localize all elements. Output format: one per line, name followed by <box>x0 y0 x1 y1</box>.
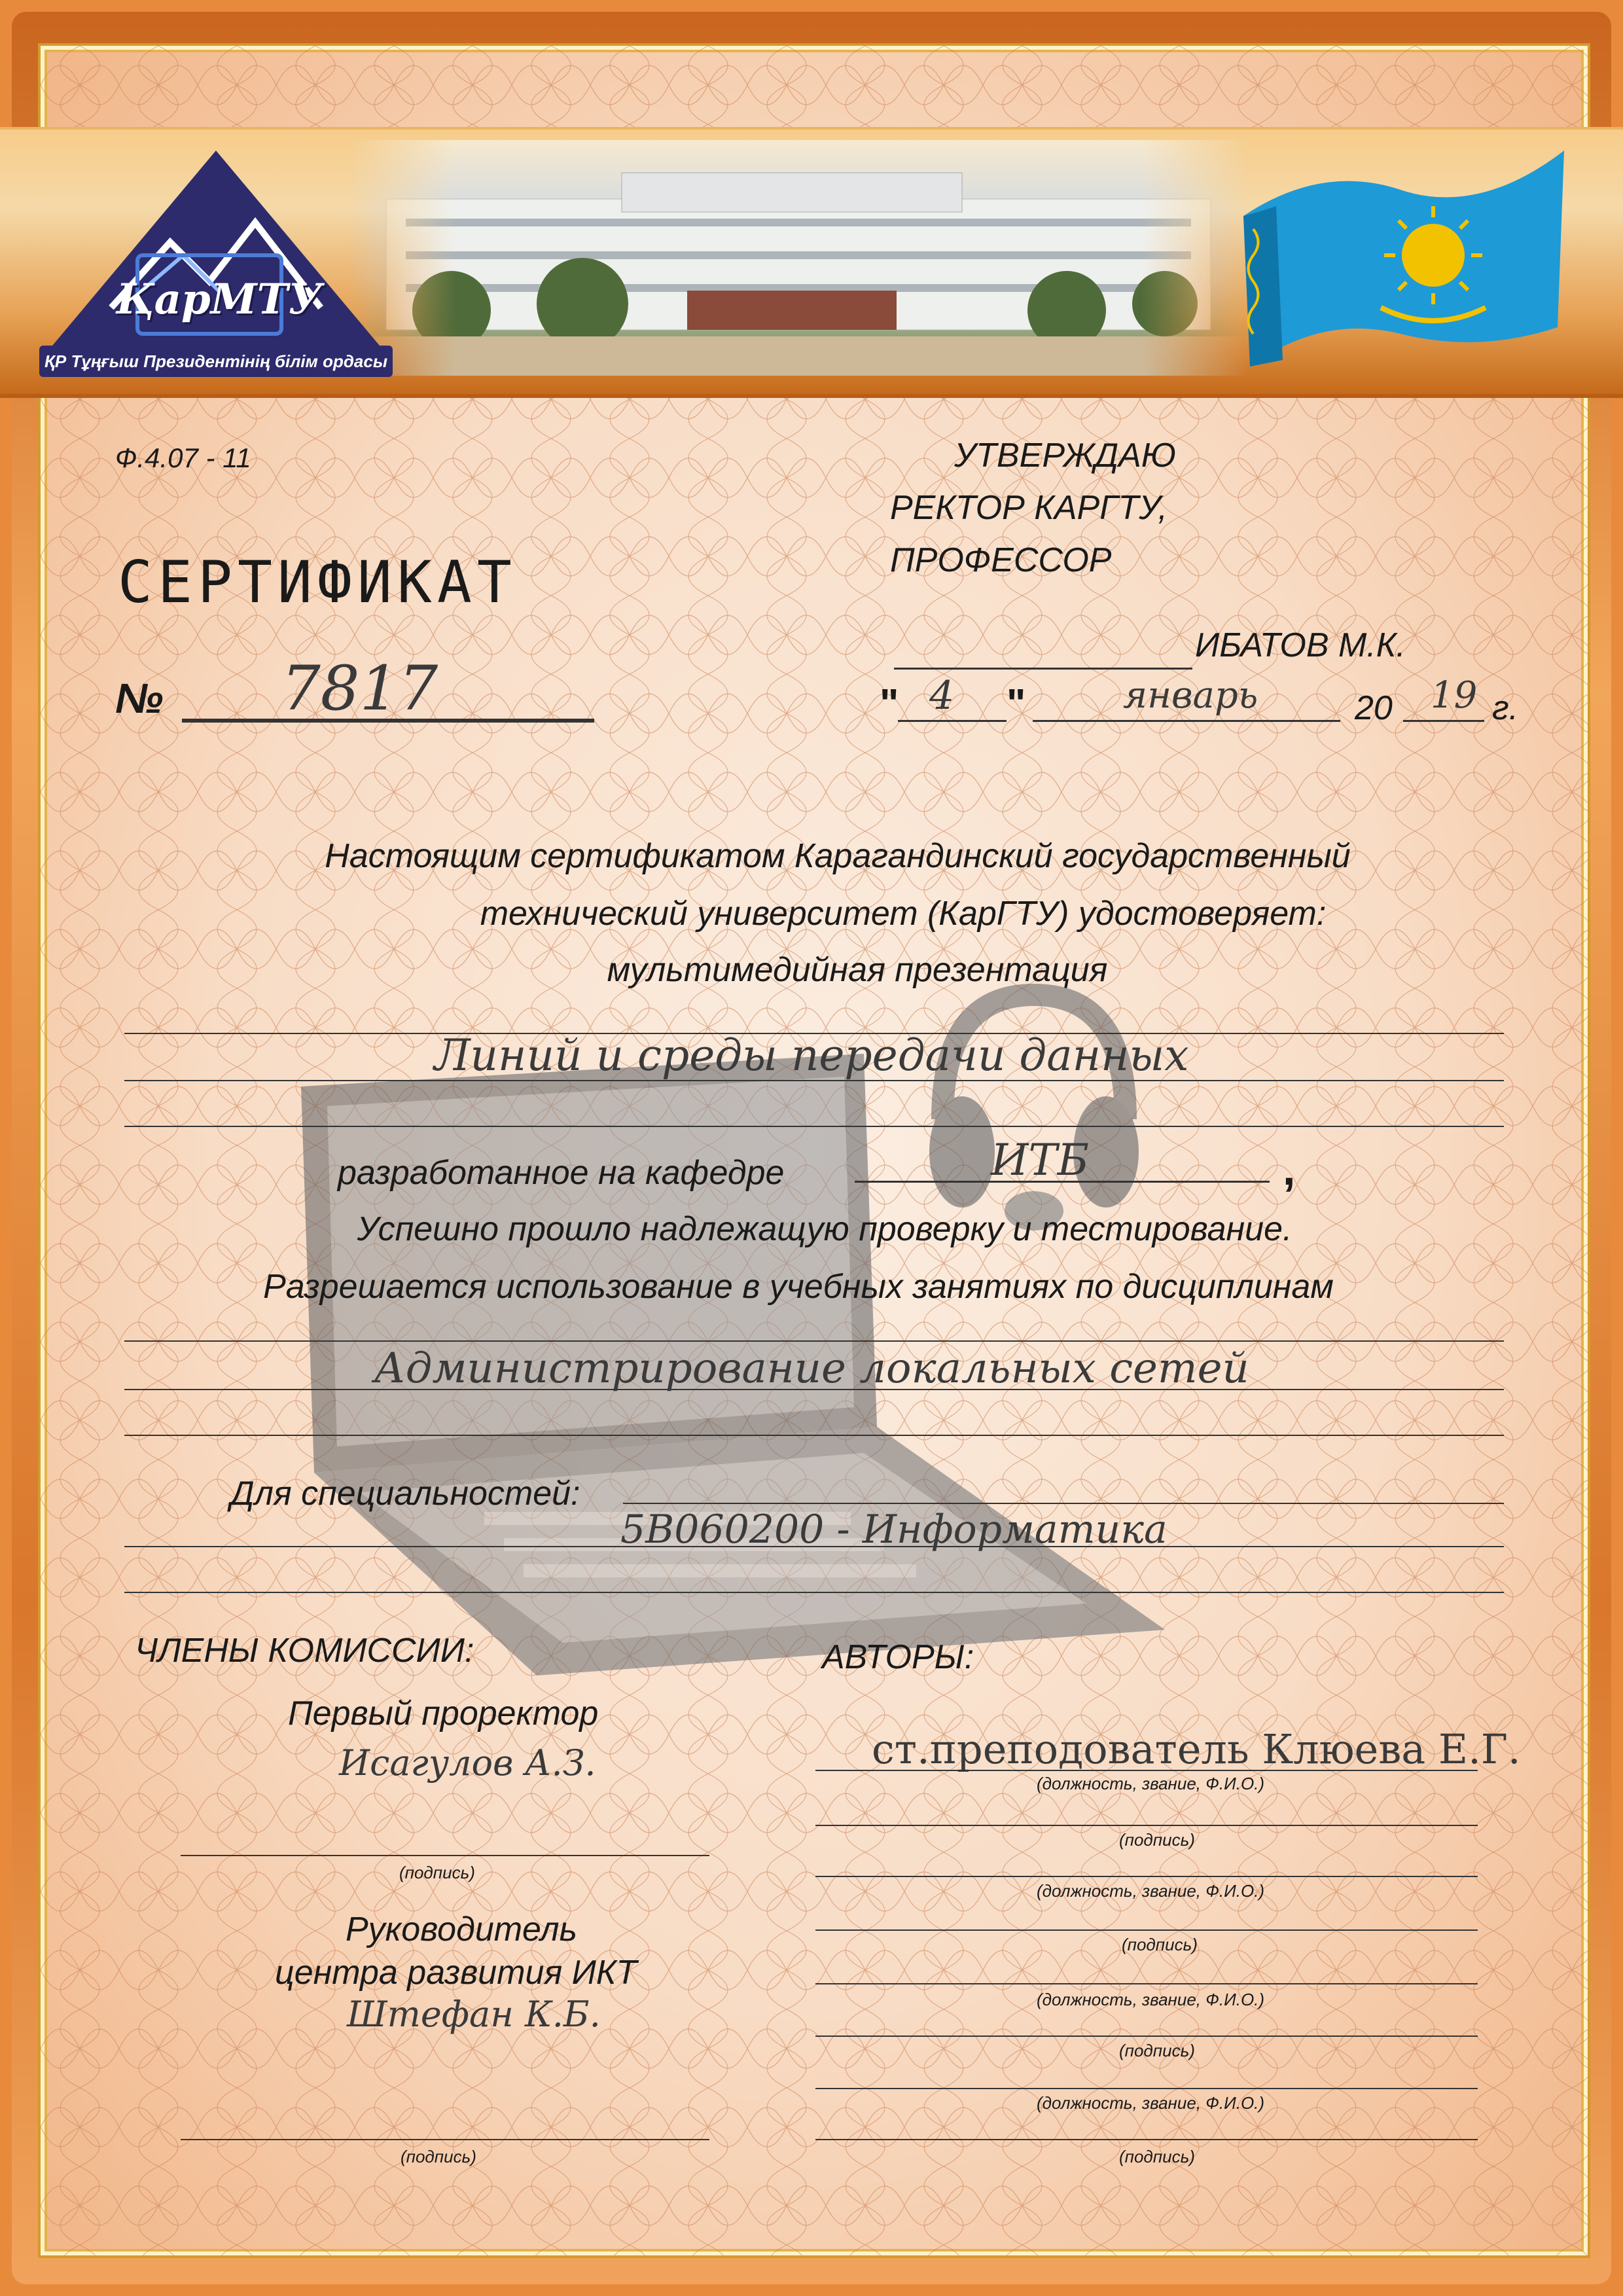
author-2-line <box>815 1876 1478 1877</box>
form-code: Ф.4.07 - 11 <box>115 442 251 473</box>
logo-motto: ҚР Тұңғыш Президентінің білім ордасы <box>39 346 393 377</box>
rule-9 <box>124 1592 1504 1593</box>
author-4-line <box>815 2088 1478 2089</box>
day-line <box>898 720 1007 722</box>
author-3-position-caption: (должность, звание, Ф.И.О.) <box>1037 1990 1265 2009</box>
year-line <box>1403 720 1484 722</box>
discipline-name: Администрирование локальных сетей <box>374 1344 1249 1393</box>
allowed-statement: Разрешается использование в учебных занятиях по дисциплинам <box>263 1268 1334 1306</box>
headphones-watermark-icon <box>916 969 1152 1244</box>
author-1-signature-caption: (подпись) <box>1119 1830 1195 1850</box>
author-4-position-caption: (должность, звание, Ф.И.О.) <box>1037 2093 1265 2113</box>
author-2-signature-caption: (подпись) <box>1122 1935 1198 1954</box>
number-label: № <box>115 675 164 722</box>
member1-role: Первый проректор <box>288 1695 599 1732</box>
rule-7 <box>623 1503 1504 1504</box>
certificate-title: СЕРТИФИКАТ <box>118 548 517 616</box>
member1-signature-caption: (подпись) <box>399 1863 475 1882</box>
author-1-signature-line <box>815 1825 1478 1826</box>
author-1-position-caption: (должность, звание, Ф.И.О.) <box>1037 1774 1265 1793</box>
member2-role-2: центра развития ИКТ <box>275 1954 637 1992</box>
department-comma: , <box>1283 1143 1296 1194</box>
approve-heading: УТВЕРЖДАЮ <box>954 437 1176 475</box>
department-label: разработанное на кафедре <box>338 1154 785 1192</box>
campus-photo <box>347 140 1250 376</box>
university-logo <box>39 144 393 380</box>
passed-statement: Успешно прошло надлежащую проверку и тестирование. <box>357 1210 1293 1248</box>
commission-heading: ЧЛЕНЫ КОМИССИИ: <box>135 1632 474 1670</box>
member2-signature-caption: (подпись) <box>401 2147 476 2166</box>
department-value: ИТБ <box>991 1135 1090 1185</box>
author-3-signature-caption: (подпись) <box>1119 2041 1195 2060</box>
intro-line-1: Настоящим сертификатом Карагандинский государственный <box>325 837 1351 875</box>
intro-line-2: технический университет (КарГТУ) удостоверяет: <box>480 895 1327 933</box>
rector-title: РЕКТОР КАРГТУ, <box>890 489 1168 527</box>
member2-signature-line <box>181 2139 709 2140</box>
work-title: Линий и среды передачи данных <box>434 1030 1189 1081</box>
quote-close: " <box>1007 681 1026 726</box>
rule-4 <box>124 1340 1504 1342</box>
author-4-signature-caption: (подпись) <box>1119 2147 1195 2166</box>
authors-heading: АВТОРЫ: <box>822 1638 974 1676</box>
specialty-value: 5В060200 - Информатика <box>620 1507 1168 1552</box>
member2-name: Штефан К.Б. <box>347 1994 601 2035</box>
approval-day: 4 <box>929 673 955 719</box>
year-suffix: 19 <box>1431 674 1478 717</box>
year-prefix: 20 <box>1355 689 1393 727</box>
member2-role-1: Руководитель <box>346 1910 577 1948</box>
quote-open: " <box>880 681 899 726</box>
kazakhstan-flag-icon <box>1230 137 1571 380</box>
author-1-line <box>815 1770 1478 1771</box>
author-4-signature-line <box>815 2139 1478 2140</box>
author-3-signature-line <box>815 2036 1478 2037</box>
rule-6 <box>124 1435 1504 1436</box>
rector-signature-line <box>894 668 1192 670</box>
member1-signature-line <box>181 1855 709 1856</box>
certificate-number: 7817 <box>281 653 438 725</box>
approval-month: январь <box>1123 674 1258 717</box>
work-type: мультимедийная презентация <box>607 951 1108 989</box>
author-3-line <box>815 1983 1478 1984</box>
specialty-label: Для специальностей: <box>230 1475 580 1513</box>
author-2-position-caption: (должность, звание, Ф.И.О.) <box>1037 1881 1265 1901</box>
year-unit: г. <box>1492 689 1519 727</box>
rector-name: ИБАТОВ М.К. <box>1195 626 1406 664</box>
author-1: ст.преподователь Клюева Е.Г. <box>872 1725 1521 1773</box>
rule-3 <box>124 1126 1504 1127</box>
author-2-signature-line <box>815 1929 1478 1931</box>
professor-title: ПРОФЕССОР <box>890 541 1112 579</box>
member1-name: Исагулов А.З. <box>339 1742 596 1784</box>
month-line <box>1033 720 1340 722</box>
logo-text: ҚарМТУ <box>116 275 323 324</box>
